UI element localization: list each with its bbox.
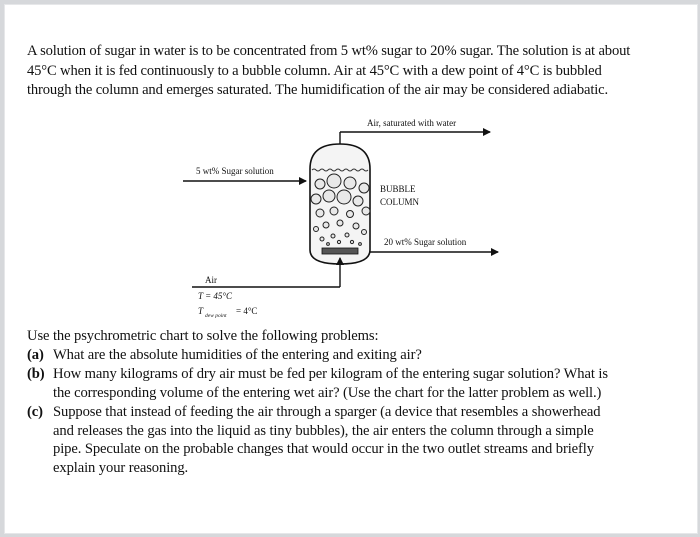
air-in-label: Air: [205, 275, 217, 285]
intro-line-2: 45°C when it is fed continuously to a bubble column. Air at 45°C with a dew point of 4°C is bubbled: [27, 62, 602, 79]
question-c-line-3: pipe. Speculate on the probable changes that would occur in the two outlet streams and briefly: [53, 441, 594, 458]
column-label-line1: BUBBLE: [380, 184, 416, 194]
question-a: [27, 346, 677, 365]
questions-section: [27, 327, 677, 478]
question-letter: (c): [27, 403, 43, 420]
sparger: [322, 248, 358, 254]
air-out-label: Air, saturated with water: [367, 118, 457, 128]
feed-label: 5 wt% Sugar solution: [196, 166, 274, 176]
question-text: [53, 403, 600, 479]
question-c-line-2: and releases the gas into the liquid as tiny bubbles), the air enters the column through a simple: [53, 422, 594, 439]
dew-point-label-T: T: [198, 306, 204, 316]
question-text: [53, 365, 608, 403]
air-outlet-stream: [340, 132, 490, 144]
question-a-line-1: What are the absolute humidities of the entering and exiting air?: [53, 346, 422, 363]
air-temp-label: T = 45°C: [198, 291, 233, 301]
question-b-line-1: How many kilograms of dry air must be fed per kilogram of the entering sugar solution? What is: [53, 365, 608, 382]
question-c-line-1: Suppose that instead of feeding the air through a sparger (a device that resembles a showerhead: [53, 403, 601, 420]
column-label-line2: COLUMN: [380, 197, 420, 207]
dew-point-value: = 4°C: [236, 306, 258, 316]
dew-point-sub: dew point: [205, 313, 227, 319]
question-letter: (a): [27, 346, 44, 363]
question-letter: (b): [27, 365, 45, 382]
question-c: [27, 403, 677, 479]
question-text: [53, 346, 422, 365]
question-c-line-4: explain your reasoning.: [53, 460, 189, 477]
intro-line-1: A solution of sugar in water is to be concentrated from 5 wt% sugar to 20% sugar. The solution is at about: [27, 43, 631, 59]
question-b: [27, 365, 677, 403]
question-b-line-2: the corresponding volume of the entering wet air? (Use the chart for the latter problem as well.): [53, 384, 602, 401]
product-label: 20 wt% Sugar solution: [384, 237, 467, 247]
questions-lead: Use the psychrometric chart to solve the following problems:: [27, 328, 379, 344]
intro-line-3: through the column and emerges saturated. The humidification of the air may be considered adiabatic.: [27, 82, 608, 98]
